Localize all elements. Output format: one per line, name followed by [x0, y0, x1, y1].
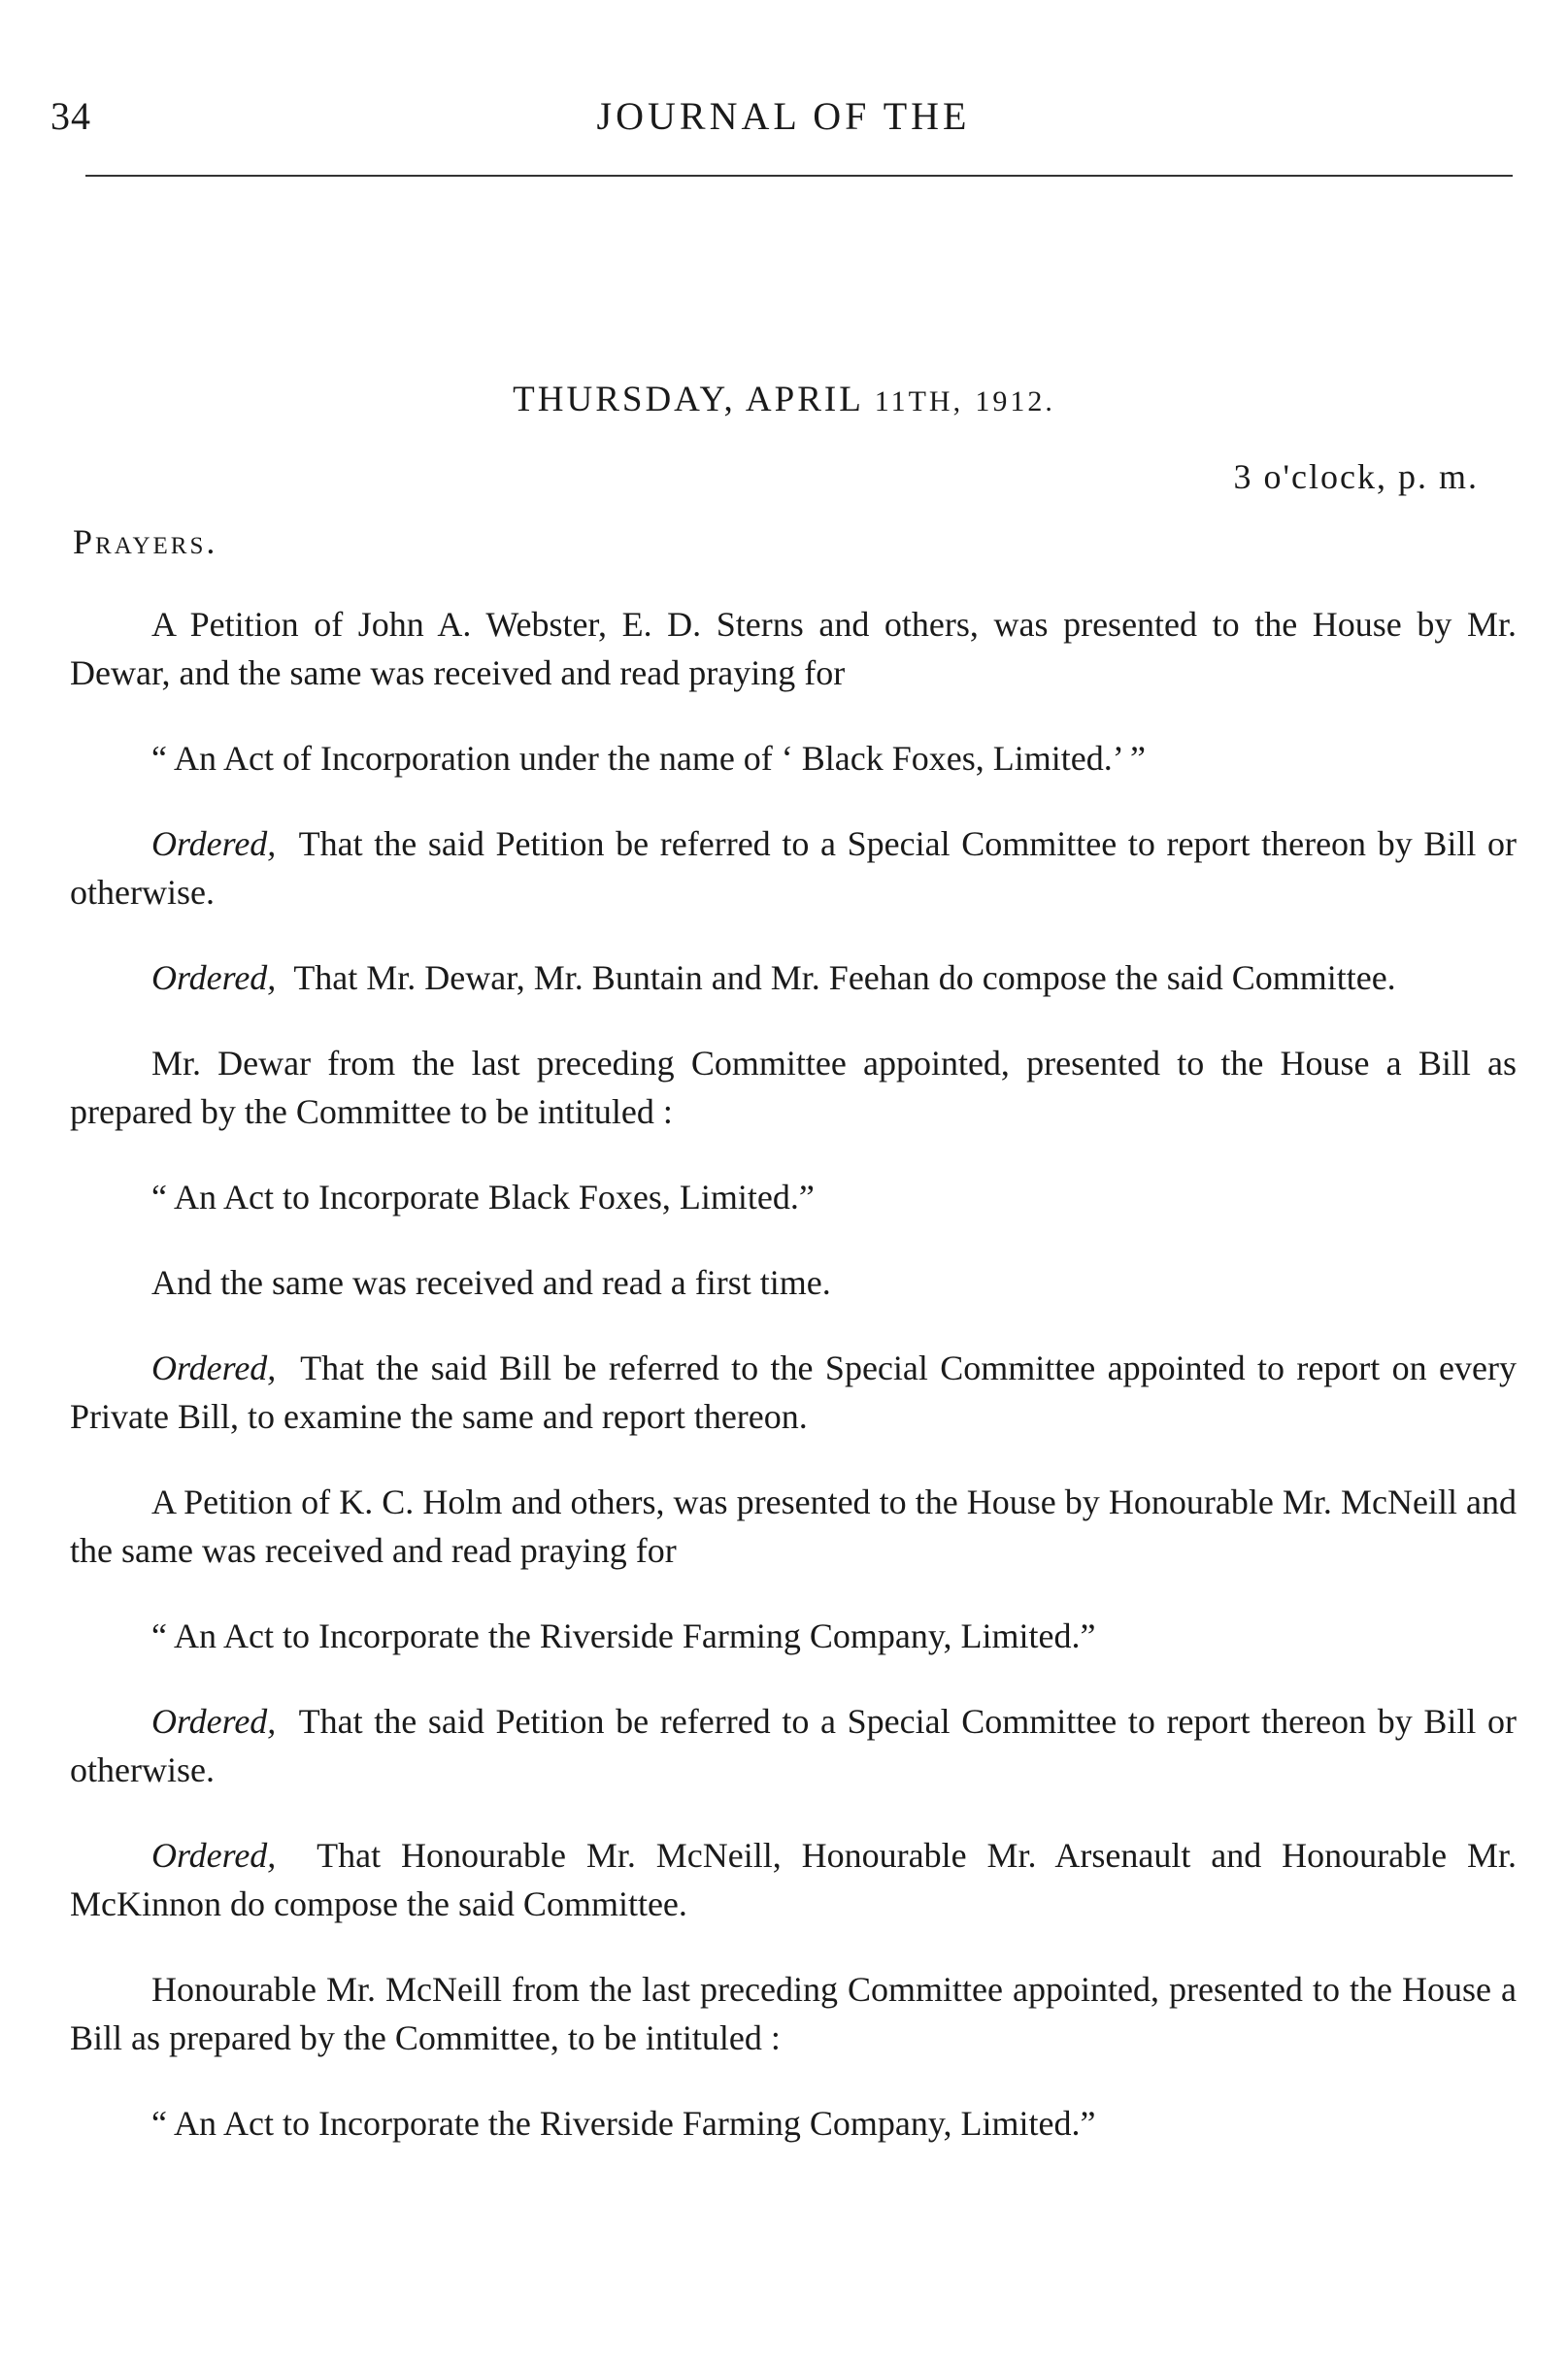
paragraph-text: And the same was received and read a first time.	[151, 1263, 831, 1302]
sitting-time: 3 o'clock, p. m.	[1233, 457, 1479, 496]
quoted-title	[70, 2099, 1517, 2148]
journal-paragraph	[70, 600, 1517, 697]
paragraph-text: “ An Act to Incorporate the Riverside Farming Company, Limited.”	[151, 2104, 1096, 2143]
running-head: JOURNAL OF THE	[596, 94, 971, 138]
date-heading	[0, 379, 1568, 420]
paragraph-text: “ An Act to Incorporate Black Foxes, Limited.”	[151, 1178, 815, 1216]
paragraph-text: Mr. Dewar from the last preceding Committee appointed, presented to the House a Bill as prepared by the Committee to be intituled :	[70, 1044, 1517, 1131]
order-paragraph	[70, 953, 1517, 1002]
date-main: THURSDAY, APRIL	[513, 380, 863, 419]
paragraph-text: That the said Petition be referred to a Special Committee to report thereon by Bill or otherwise.	[70, 1702, 1518, 1789]
date-year: 1912.	[975, 385, 1055, 417]
paragraph-text: A Petition of K. C. Holm and others, was presented to the House by Honourable Mr. McNeill and the same was received and read praying for	[70, 1483, 1517, 1570]
ordered-lead: Ordered,	[151, 1349, 277, 1387]
paragraph-text: “ An Act of Incorporation under the name of ‘ Black Foxes, Limited.’ ”	[151, 739, 1147, 778]
page-number: 34	[50, 94, 91, 138]
ordered-lead: Ordered,	[151, 1836, 277, 1875]
ordered-lead: Ordered,	[151, 824, 277, 863]
order-paragraph	[70, 1697, 1517, 1794]
paragraph-text: That the said Bill be referred to the Special Committee appointed to report on every Private Bill, to examine the same and report thereon.	[70, 1349, 1517, 1436]
quoted-title	[70, 734, 1517, 783]
journal-paragraph	[70, 1478, 1517, 1575]
order-paragraph	[70, 1344, 1517, 1441]
order-paragraph	[70, 1831, 1517, 1928]
quoted-title	[70, 1612, 1517, 1660]
page-header	[50, 93, 1517, 151]
prayers-label: Prayers.	[73, 522, 218, 561]
paragraph-text: That Honourable Mr. McNeill, Honourable Mr. Arsenault and Honourable Mr. McKinnon do compose the said Committee.	[70, 1836, 1518, 1923]
order-paragraph	[70, 819, 1517, 916]
ordered-lead: Ordered,	[151, 1702, 277, 1741]
quoted-title	[70, 1258, 1517, 1307]
journal-body	[70, 600, 1517, 2184]
paragraph-text: Honourable Mr. McNeill from the last preceding Committee appointed, presented to the House a Bill as prepared by the Committee, to be intituled :	[70, 1970, 1517, 2057]
ordered-lead: Ordered,	[151, 958, 277, 997]
paragraph-text: That Mr. Dewar, Mr. Buntain and Mr. Feehan do compose the said Committee.	[293, 958, 1396, 997]
quoted-title	[70, 1173, 1517, 1221]
paragraph-text: That the said Petition be referred to a Special Committee to report thereon by Bill or otherwise.	[70, 824, 1518, 912]
paragraph-text: “ An Act to Incorporate the Riverside Farming Company, Limited.”	[151, 1616, 1096, 1655]
header-rule	[85, 175, 1513, 177]
date-day: 11TH,	[874, 385, 964, 417]
journal-paragraph	[70, 1039, 1517, 1136]
paragraph-text: A Petition of John A. Webster, E. D. Sterns and others, was presented to the House by Mr. Dewar, and the same was received and read praying for	[70, 605, 1517, 692]
journal-paragraph	[70, 1965, 1517, 2062]
prayers-heading	[73, 521, 217, 562]
